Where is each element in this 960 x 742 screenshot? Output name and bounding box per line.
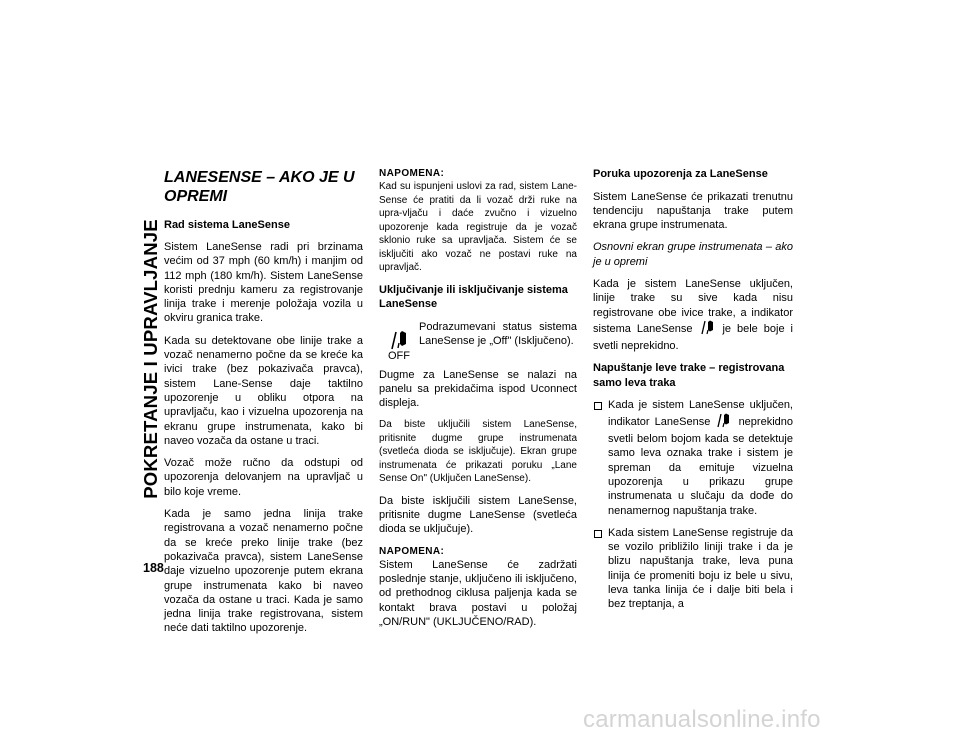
chapter-side-tab [138,161,164,557]
paragraph: Sistem LaneSense radi pri brzinama većim od 37 mph (60 km/h) i manjim od 112 mph (180 km/h). Sistem LaneSense koristi prednju kameru za registrovanje linija trake i merenje položaja vozila u okviru granica trake. [164,241,363,325]
paragraph-text: Kada je sistem LaneSense uključen, linije trake su sive kada nisu registrovane obe ivice trake, a indikator sistema LaneSense [593,277,793,335]
paragraph [593,277,793,353]
column-2 [379,167,577,629]
icon-description: Podrazumevani status sistema LaneSense je „Off" (Isključeno). [419,320,577,347]
note-label: NAPOMENA: [379,168,445,179]
note-label: NAPOMENA: [379,545,445,557]
subsection-heading: Napuštanje leve trake – registrovana samo leva traka [593,362,785,389]
subsection-heading: Uključivanje ili isključivanje sistema LaneSense [379,283,568,310]
paragraph: Vozač može ručno da odstupi od upozorenja delovanjem na upravljač u bilo koje vreme. [164,457,363,498]
icon-row [379,320,577,362]
italic-heading: Osnovni ekran grupe instrumenata – ako je u opremi [593,241,793,268]
column-3 [593,167,793,620]
paragraph: Da biste uključili sistem LaneSense, pritisnite dugme grupe instrumenata (svetleća dioda se isključuje). Ekran grupe instrumenata će prikazati poruku „Lane Sense On" (Uključen LaneSense). [379,419,577,485]
list-item-text: Kada je sistem LaneSense uključen, indikator LaneSense [608,399,793,428]
paragraph-text: je bele boje i svetli neprekidno. [593,322,793,353]
watermark: carmanualsonline.info [583,706,821,733]
list-item-text: neprekidno svetli belom bojom kada se detektuje samo leva oznaka trake i sistem je spreman da emituje vizuelna upozorenja u prikazu grupe instrumenata u slučaju da dođe do nenamernog napuštanja trake. [608,415,793,517]
lanesense-indicator-icon [701,320,715,339]
lanesense-off-icon [379,320,419,362]
note-block [379,545,577,629]
section-title: LANESENSE – AKO JE U OPREMI [164,169,355,205]
off-label: OFF [388,349,410,362]
column-1 [164,167,363,644]
paragraph: Dugme za LaneSense se nalazi na panelu sa prekidačima ispod Uconnect displeja. [379,368,577,410]
chapter-title: POKRETANJE I UPRAVLJANJE [140,219,162,499]
paragraph: Kada su detektovane obe linije trake a vozač nenamerno počne da se kreće ka ivici trake (bez pokazivača pravca), sistem Lane-Sense daje taktilno upozorenje u obliku otpora na upravljaču, kao i vizuelna upozorenja na ekranu grupe instrumenata, kako bi naveo vozača da ostane u traci. [164,334,363,447]
lanesense-car-icon [390,330,408,350]
note-text: Kad su ispunjeni uslovi za rad, sistem Lane-Sense će pratiti da li vozač drži ruke na upra-vljaču i daće zvučno i vizuelno upozorenje kada registruje da je vozač sklonio ruke sa upravljača. Sistem će se isključiti ako vozač ne postavi ruke na upravljač. [379,181,577,273]
bullet-square-icon [594,402,602,410]
bullet-square-icon [594,530,602,538]
list-item [593,398,793,517]
paragraph: Da biste isključili sistem LaneSense, pritisnite dugme LaneSense (svetleća dioda se uključuje). [379,494,577,536]
list-item [593,526,793,612]
paragraph: Kada je samo jedna linija trake registrovana a vozač nenamerno počne da se kreće preko linije trake (bez pokazivača pravca), sistem LaneSense daje vizuelno upozorenje putem ekrana grupe instrumenata kako bi naveo vozača da ostane u traci. Kada je samo jedna linija trake registrovana, sistem neće dati taktilno upozorenje. [164,508,363,635]
page-number: 188 [143,561,164,575]
subsection-heading: Rad sistema LaneSense [164,219,290,231]
lanesense-indicator-icon [717,413,731,432]
subsection-heading: Poruka upozorenja za LaneSense [593,168,768,180]
note-text: Sistem LaneSense će zadržati poslednje stanje, uključeno ili isključeno, od prethodnog ciklusa paljenja kada se kontakt brava postavi u položaj „ON/RUN" (UKLJUČENO/RAD). [379,558,577,628]
list-item-text: Kada sistem LaneSense registruje da se vozilo približilo liniji trake i da je blizu napuštanja trake, leva puna linija će promeniti boju iz bele u sivu, leva tanka linija će i dalje biti bela i bez treptanja, a [608,526,793,611]
paragraph: Sistem LaneSense će prikazati trenutnu tendenciju napuštanja trake putem ekrana grupe instrumenata. [593,190,793,232]
note-block [379,167,577,275]
